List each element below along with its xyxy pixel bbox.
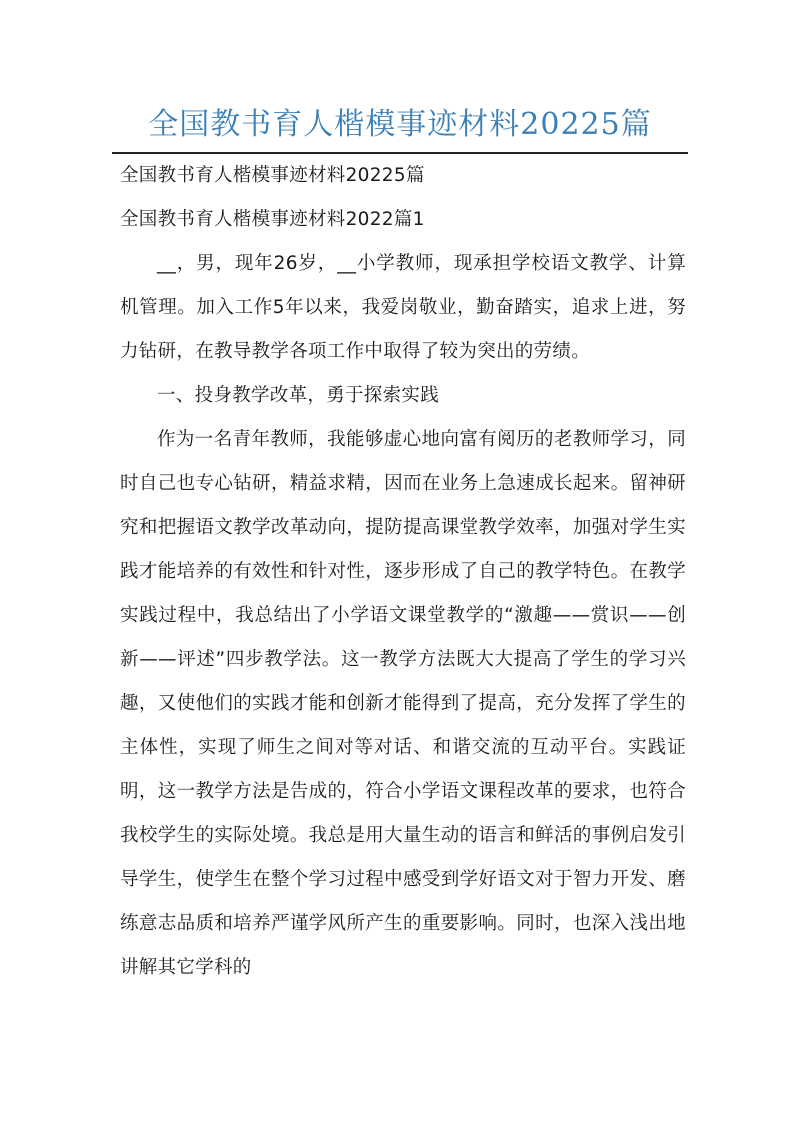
- section-heading-1: 一、投身教学改革，勇于探索实践: [157, 385, 440, 406]
- intro-paragraph: __，男，现年26岁，__小学教师，现承担学校语文教学、计算机管理。加入工作5年以来，我爱岗敬业，勤奋踏实，追求上进，努力钻研，在教导教学各项工作中取得了较为突出的劳绩。: [120, 253, 686, 362]
- document-body: [120, 154, 686, 990]
- subtitle-line-2: 全国教书育人楷模事迹材料2022篇1: [120, 209, 425, 230]
- subtitle-line-1: 全国教书育人楷模事迹材料20225篇: [120, 165, 425, 186]
- document-title: 全国教书育人楷模事迹材料20225篇: [148, 107, 652, 142]
- section-1-paragraph: 作为一名青年教师，我能够虚心地向富有阅历的老教师学习，同时自己也专心钻研，精益求精，因而在业务上急速成长起来。留神研究和把握语文教学改革动向，提防提高课堂教学效率，加强对学生实践才能培养的有效性和针对性，逐步形成了自己的教学特色。在教学实践过程中，我总结出了小学语文课堂教学的“激趣——赏识——创新——评述”四步教学法。这一教学方法既大大提高了学生的学习兴趣，又使他们的实践才能和创新才能得到了提高，充分发挥了学生的主体性，实现了师生之间对等对话、和谐交流的互动平台。实践证明，这一教学方法是告成的，符合小学语文课程改革的要求，也符合我校学生的实际处境。我总是用大量生动的语言和鲜活的事例启发引导学生，使学生在整个学习过程中感受到学好语文对于智力开发、磨练意志品质和培养严谨学风所产生的重要影响。同时，也深入浅出地讲解其它学科的: [120, 429, 686, 978]
